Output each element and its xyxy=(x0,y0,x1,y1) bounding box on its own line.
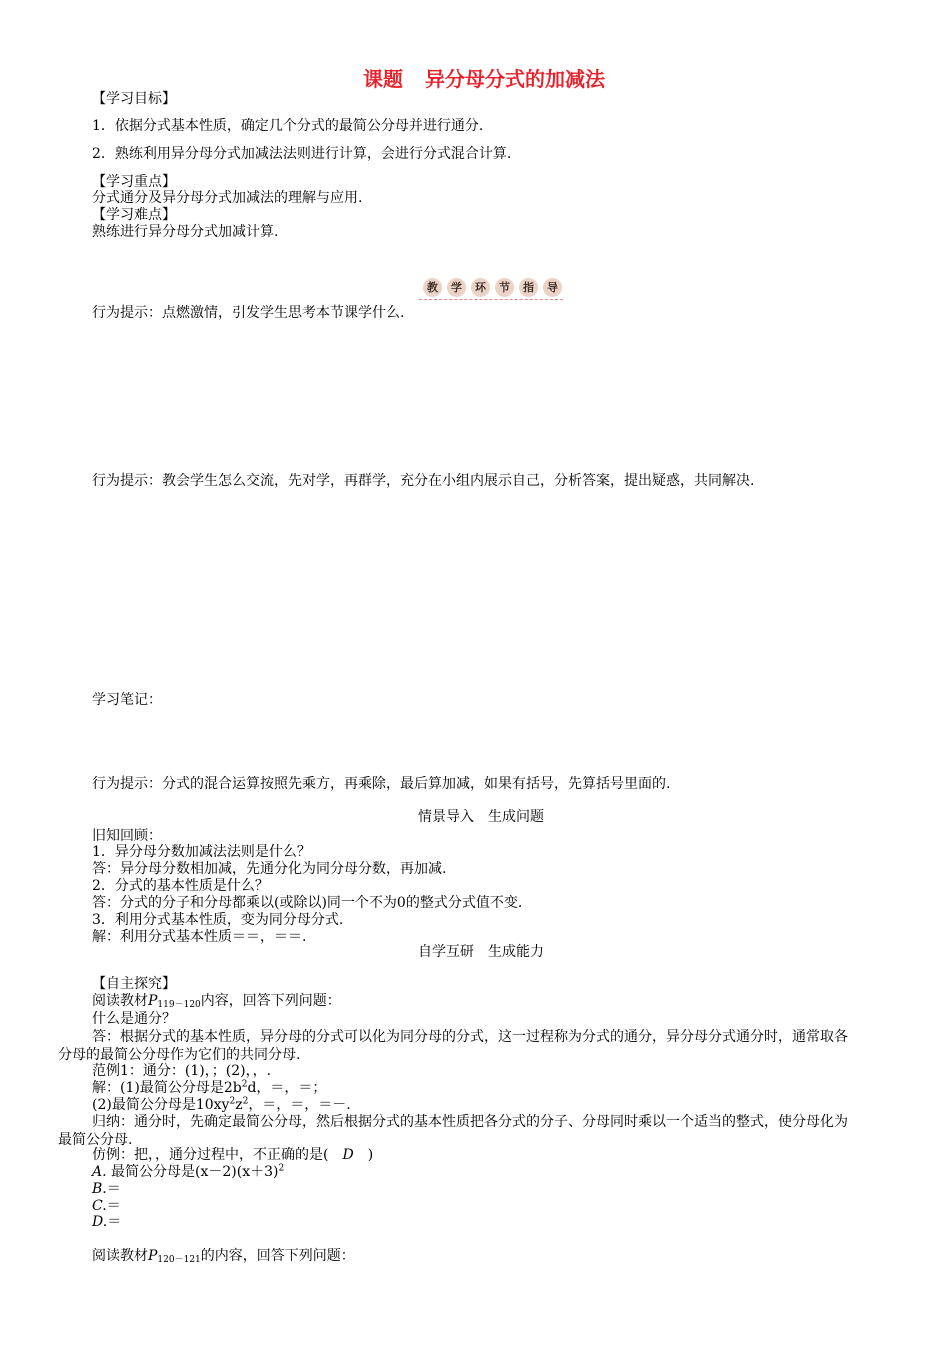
option-a xyxy=(92,1164,284,1180)
page-title xyxy=(363,67,605,91)
solution-text: 解：(1)最简公分母是2b xyxy=(92,1080,242,1096)
focus-text: 分式通分及异分母分式加减法的理解与应用. xyxy=(92,190,363,206)
page-symbol: P xyxy=(148,993,158,1009)
option-text: ＝ xyxy=(106,1198,121,1214)
teaching-guide-banner xyxy=(423,276,562,298)
banner-char: 环 xyxy=(471,278,490,297)
review-line: 2．分式的基本性质是什么？ xyxy=(92,878,269,894)
goals-heading: 【学习目标】 xyxy=(92,91,176,107)
goal-item-1: 1．依据分式基本性质，确定几个分式的最简公分母并进行通分. xyxy=(92,118,484,134)
review-line: 3．利用分式基本性质，变为同分母分式. xyxy=(92,912,344,928)
explore-heading: 【自主探究】 xyxy=(92,976,176,992)
option-text: ＝ xyxy=(106,1181,121,1197)
question-text: 仿例：把，，通分过程中，不正确的是( xyxy=(92,1147,343,1163)
review-line: 答：异分母分数相加减，先通分化为同分母分数，再加减. xyxy=(92,861,447,877)
solution-line-1 xyxy=(92,1080,326,1096)
banner-char: 节 xyxy=(495,278,514,297)
section-title-intro: 情景导入 生成问题 xyxy=(418,809,544,825)
solution-text: z xyxy=(235,1097,243,1113)
exponent: 2 xyxy=(278,1163,285,1174)
review-line: 答：分式的分子和分母都乘以(或除以)同一个不为0的整式分式值不变. xyxy=(92,895,523,911)
option-letter: B. xyxy=(92,1181,107,1197)
reading-instruction-2 xyxy=(92,1248,355,1268)
page-range: 119－120 xyxy=(157,1000,201,1010)
difficulty-heading: 【学习难点】 xyxy=(92,207,176,223)
answer-choice: D xyxy=(342,1147,354,1163)
question-text: 什么是通分？ xyxy=(92,1011,176,1027)
banner-char: 指 xyxy=(519,278,538,297)
banner-char: 导 xyxy=(543,278,562,297)
exponent: 2 xyxy=(241,1079,248,1090)
question-text: ) xyxy=(353,1147,374,1163)
page-symbol: P xyxy=(148,1248,158,1264)
behavior-hint-2: 行为提示：教会学生怎么交流，先对学，再群学，充分在小组内展示自己，分析答案，提出疑惑，共同解决. xyxy=(92,473,755,489)
reading-instruction-1 xyxy=(92,993,341,1013)
answer-paragraph: 答：根据分式的基本性质，异分母的分式可以化为同分母的分式，这一过程称为分式的通分，异分母分式通分时，通常取各分母的最简公分母作为它们的共同分母. xyxy=(58,1029,848,1063)
study-notes-label: 学习笔记： xyxy=(92,692,162,708)
behavior-hint-3: 行为提示：分式的混合运算按照先乘方，再乘除，最后算加减，如果有括号，先算括号里面的. xyxy=(92,776,671,792)
behavior-hint-1: 行为提示：点燃激情，引发学生思考本节课学什么. xyxy=(92,305,405,321)
imitation-question xyxy=(92,1147,373,1163)
example-1: 范例1：通分：(1)，；(2)，，. xyxy=(92,1063,272,1079)
option-b xyxy=(92,1181,121,1197)
solution-text: (2)最简公分母是10xy xyxy=(92,1097,230,1113)
reading-prefix: 阅读教材 xyxy=(92,993,148,1009)
banner-divider xyxy=(419,299,563,300)
option-text: 最简公分母是(x－2)(x＋3) xyxy=(111,1164,279,1180)
option-c xyxy=(92,1198,121,1214)
goal-item-2: 2．熟练利用异分母分式加减法法则进行计算，会进行分式混合计算. xyxy=(92,146,512,162)
reading-suffix: 的内容，回答下列问题： xyxy=(200,1248,355,1264)
reading-suffix: 内容，回答下列问题： xyxy=(200,993,341,1009)
difficulty-text: 熟练进行异分母分式加减计算. xyxy=(92,224,279,240)
page-range: 120－121 xyxy=(157,1255,201,1265)
solution-text: d，＝，＝； xyxy=(247,1080,327,1096)
exponent: 2 xyxy=(242,1096,249,1107)
review-line: 1．异分母分数加减法法则是什么？ xyxy=(92,844,311,860)
banner-char: 教 xyxy=(423,278,442,297)
option-letter: D. xyxy=(92,1214,108,1230)
option-letter: A. xyxy=(92,1164,107,1180)
summary-paragraph: 归纳：通分时，先确定最简公分母，然后根据分式的基本性质把各分式的分子、分母同时乘以一个适当的整式，使分母化为最简公分母. xyxy=(58,1114,848,1148)
solution-line-2 xyxy=(92,1097,351,1113)
focus-heading: 【学习重点】 xyxy=(92,174,176,190)
review-line: 旧知回顾： xyxy=(92,828,162,844)
option-text: ＝ xyxy=(107,1214,122,1230)
solution-text: ，＝，＝，＝－. xyxy=(248,1097,351,1113)
exponent: 2 xyxy=(229,1096,236,1107)
title-label: 课题 xyxy=(363,67,403,91)
title-topic: 异分母分式的加减法 xyxy=(425,67,605,91)
reading-prefix: 阅读教材 xyxy=(92,1248,148,1264)
review-line: 解：利用分式基本性质＝＝，＝＝. xyxy=(92,929,307,945)
option-d xyxy=(92,1214,121,1230)
banner-char: 学 xyxy=(447,278,466,297)
section-title-self-study: 自学互研 生成能力 xyxy=(418,944,544,960)
option-letter: C. xyxy=(92,1198,107,1214)
